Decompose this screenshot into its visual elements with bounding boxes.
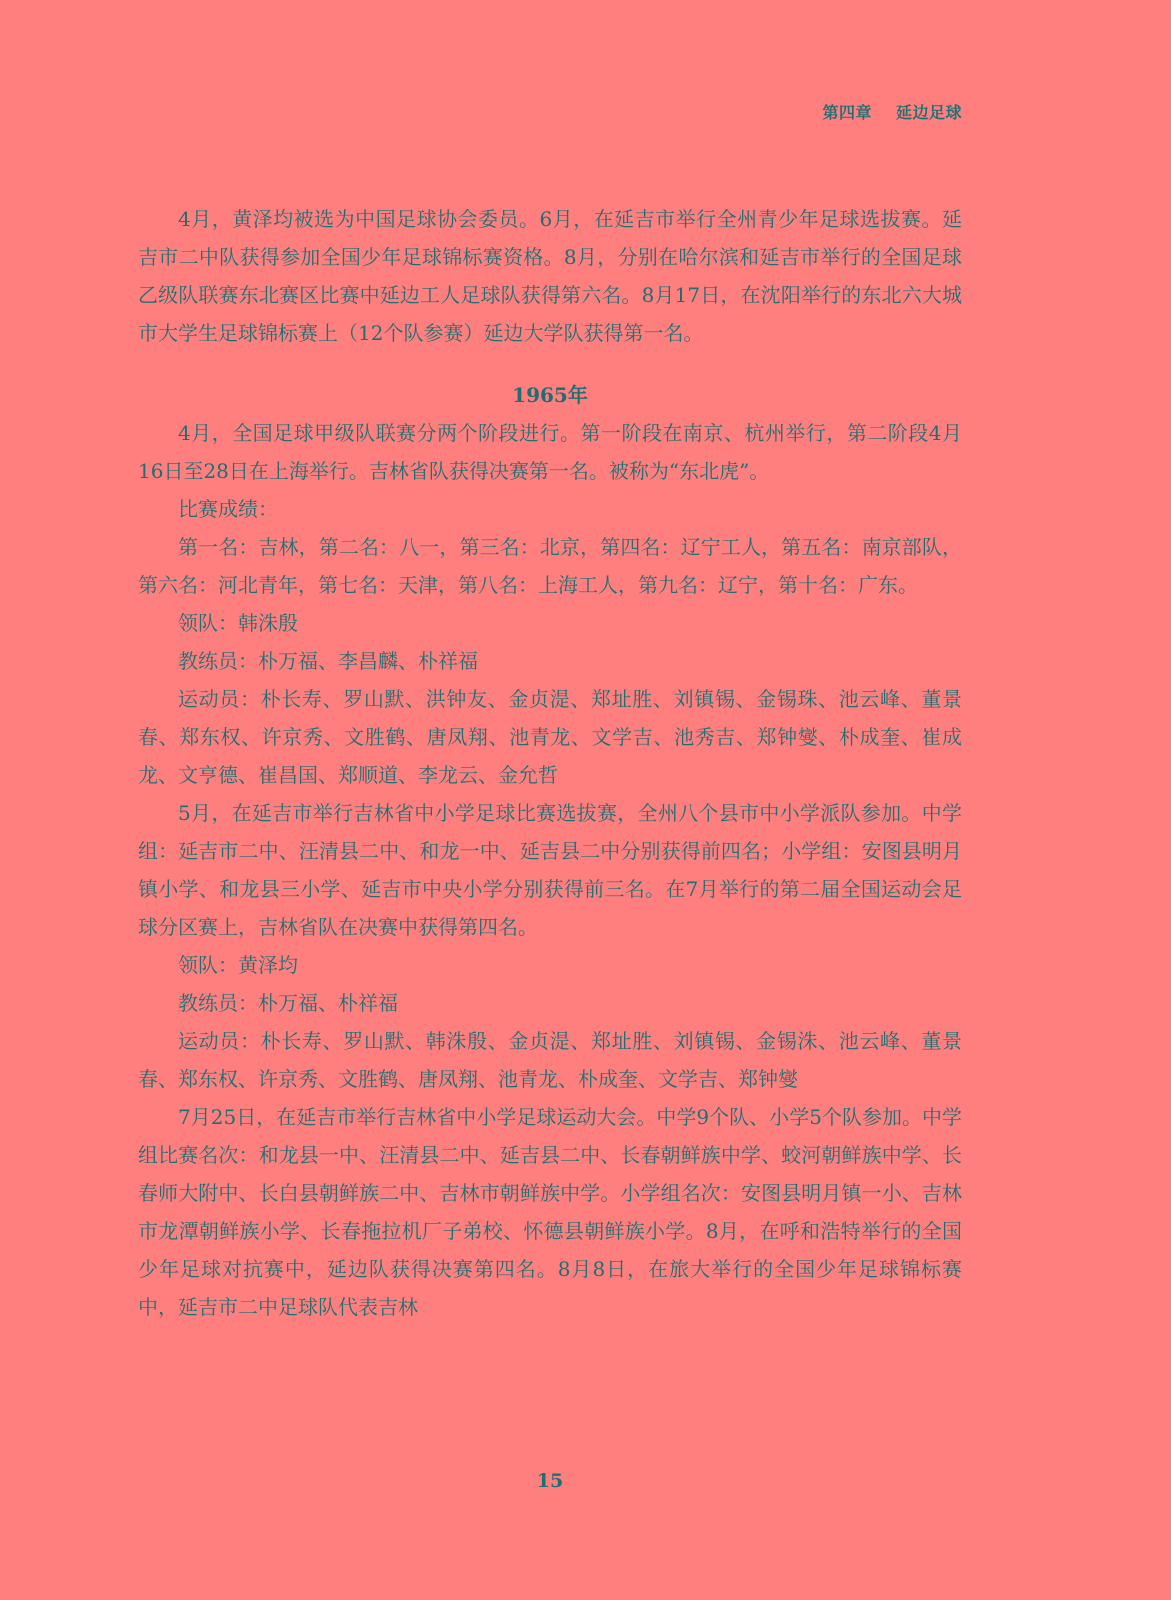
paragraph: 领队：黄泽均 — [178, 953, 298, 977]
chapter-title: 延边足球 — [895, 103, 962, 122]
paragraph: 教练员：朴万福、朴祥福 — [178, 991, 398, 1015]
running-header — [822, 100, 962, 123]
year-heading: 1965年 — [512, 383, 588, 407]
paragraph: 运动员：朴长寿、罗山默、洪钟友、金贞湜、郑址胜、刘镇锡、金锡珠、池云峰、董景春、郑东权、许京秀、文胜鹤、唐凤翔、池青龙、文学吉、池秀吉、郑钟燮、朴成奎、崔成龙、文亨德、崔昌国、郑顺道、李龙云、金允哲 — [138, 687, 962, 787]
paragraph: 第一名：吉林，第二名：八一，第三名：北京，第四名：辽宁工人，第五名：南京部队，第六名：河北青年，第七名：天津，第八名：上海工人，第九名：辽宁，第十名：广东。 — [138, 535, 962, 597]
paragraph: 4月，全国足球甲级队联赛分两个阶段进行。第一阶段在南京、杭州举行，第二阶段4月16日至28日在上海举行。吉林省队获得决赛第一名。被称为“东北虎”。 — [138, 421, 962, 483]
paragraph: 比赛成绩： — [178, 497, 278, 521]
paragraph: 教练员：朴万福、李昌麟、朴祥福 — [178, 649, 478, 673]
paragraph: 领队：韩洙殷 — [178, 611, 298, 635]
chapter-label: 第四章 — [822, 103, 872, 122]
page-number: 15 — [536, 1470, 564, 1492]
page-body — [138, 200, 962, 1326]
paragraph: 4月，黄泽均被选为中国足球协会委员。6月，在延吉市举行全州青少年足球选拔赛。延吉市二中队获得参加全国少年足球锦标赛资格。8月，分别在哈尔滨和延吉市举行的全国足球乙级队联赛东北赛区比赛中延边工人足球队获得第六名。8月17日，在沈阳举行的东北六大城市大学生足球锦标赛上（12个队参赛）延边大学队获得第一名。 — [138, 207, 962, 345]
paragraph: 5月，在延吉市举行吉林省中小学足球比赛选拔赛，全州八个县市中小学派队参加。中学组：延吉市二中、汪清县二中、和龙一中、延吉县二中分别获得前四名；小学组：安图县明月镇小学、和龙县三小学、延吉市中央小学分别获得前三名。在7月举行的第二届全国运动会足球分区赛上，吉林省队在决赛中获得第四名。 — [138, 801, 962, 939]
paragraph: 运动员：朴长寿、罗山默、韩洙殷、金贞湜、郑址胜、刘镇锡、金锡洙、池云峰、董景春、郑东权、许京秀、文胜鹤、唐凤翔、池青龙、朴成奎、文学吉、郑钟燮 — [138, 1029, 962, 1091]
paragraph: 7月25日，在延吉市举行吉林省中小学足球运动大会。中学9个队、小学5个队参加。中学组比赛名次：和龙县一中、汪清县二中、延吉县二中、长春朝鲜族中学、蛟河朝鲜族中学、长春师大附中、长白县朝鲜族二中、吉林市朝鲜族中学。小学组名次：安图县明月镇一小、吉林市龙潭朝鲜族小学、长春拖拉机厂子弟校、怀德县朝鲜族小学。8月，在呼和浩特举行的全国少年足球对抗赛中，延边队获得决赛第四名。8月8日，在旅大举行的全国少年足球锦标赛中，延吉市二中足球队代表吉林 — [138, 1105, 962, 1319]
